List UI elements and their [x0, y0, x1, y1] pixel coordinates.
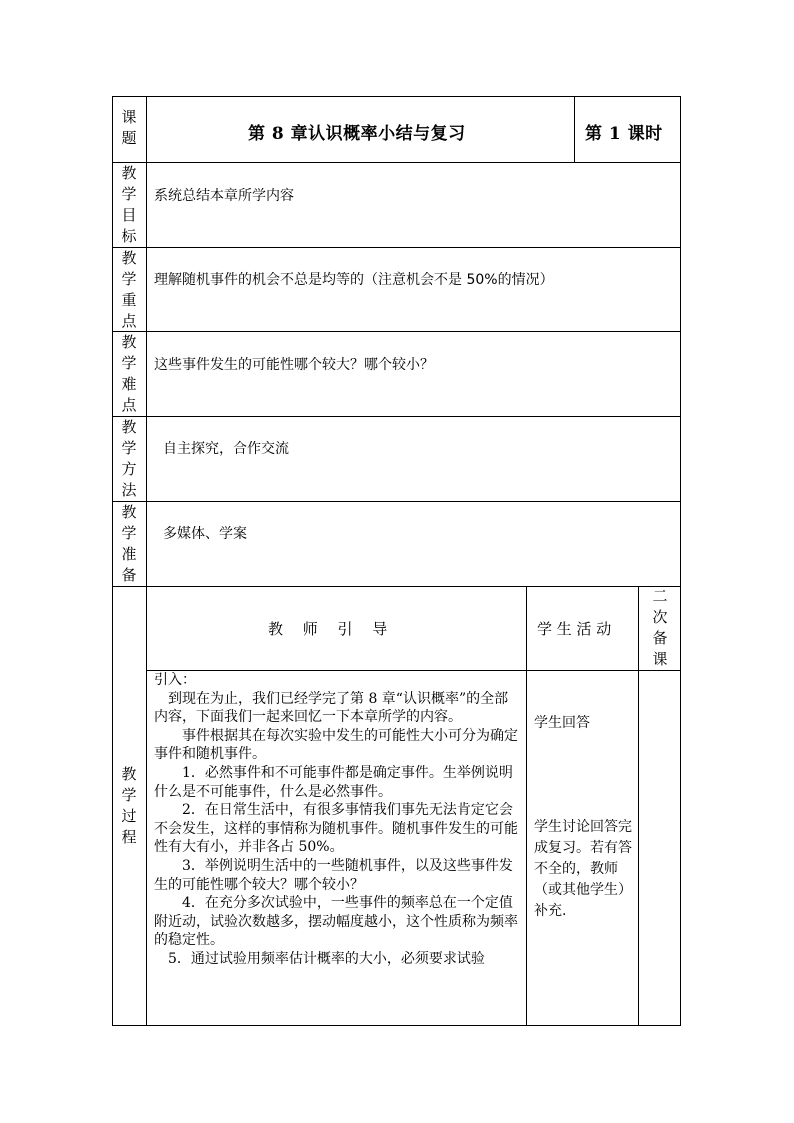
paragraph: 事件根据其在每次实验中发生的可能性大小可分为确定事件和随机事件。: [154, 727, 518, 763]
paragraph: 3．举例说明生活中的一些随机事件，以及这些事件发生的可能性哪个较大？哪个较小？: [154, 857, 513, 893]
student-activity-header: 学 生 活 动: [537, 620, 612, 638]
row-divider: [112, 247, 681, 248]
process-label: 教 学 过 程: [121, 765, 137, 846]
section-content-objective: 系统总结本章所学内容: [154, 188, 294, 204]
paragraph: 引入：: [154, 672, 196, 688]
paragraph: 5．通过试验用频率估计概率的大小，必须要求试验: [154, 950, 485, 967]
section-content-method: 自主探究，合作交流: [163, 441, 289, 457]
section-content-difficulty: 这些事件发生的可能性哪个较大？哪个较小？: [154, 357, 434, 373]
period-divider: [574, 96, 575, 162]
section-label-difficulty: 教 学 难 点: [121, 333, 137, 414]
student-activity-discussion: 学生讨论回答完成复习。若有答不全的，教师（或其他学生）补充.: [534, 819, 632, 919]
paragraph: 1．必然事件和不可能事件都是确定事件。生举例说明什么是不可能事件，什么是必然事件。: [154, 764, 513, 800]
lesson-title: 第 8 章认识概率小结与复习: [248, 124, 466, 144]
subject-label: 课 题: [121, 108, 137, 147]
lesson-period: 第 1 课时: [585, 124, 663, 144]
row-divider: [112, 416, 681, 417]
section-label-key-point: 教 学 重 点: [121, 249, 137, 330]
teacher-guide-content: [154, 671, 522, 1025]
student-activity-answer: 学生回答: [534, 715, 590, 731]
section-content-preparation: 多媒体、学案: [163, 526, 247, 542]
teacher-guide-header: 教 师 引 导: [268, 620, 388, 638]
paragraph: 2．在日常生活中，有很多事情我们事先无法肯定它会不会发生，这样的事情称为随机事件。随机事件发生的可能性有大有小，并非各占 50%。: [154, 802, 518, 856]
student-column-divider: [526, 586, 527, 1026]
paragraph: 4．在充分多次试验中，一些事件的频率总在一个定值附近动，试验次数越多，摆动幅度越小，这个性质称为频率的稳定性。: [154, 895, 518, 949]
second-prep-header: 二 次 备 课: [652, 587, 668, 668]
row-divider: [112, 501, 681, 502]
row-divider: [112, 162, 681, 163]
section-label-preparation: 教 学 准 备: [121, 503, 137, 584]
row-divider: [112, 586, 681, 587]
label-column-divider: [146, 96, 147, 1026]
section-content-key-point: 理解随机事件的机会不总是均等的（注意机会不是 50%的情况）: [154, 272, 554, 288]
section-label-method: 教 学 方 法: [121, 418, 137, 499]
section-label-objective: 教 学 目 标: [121, 164, 137, 245]
paragraph: 到现在为止，我们已经学完了第 8 章“认识概率”的全部内容，下面我们一起来回忆一下本章所学的内容。: [154, 690, 509, 726]
row-divider: [112, 331, 681, 332]
